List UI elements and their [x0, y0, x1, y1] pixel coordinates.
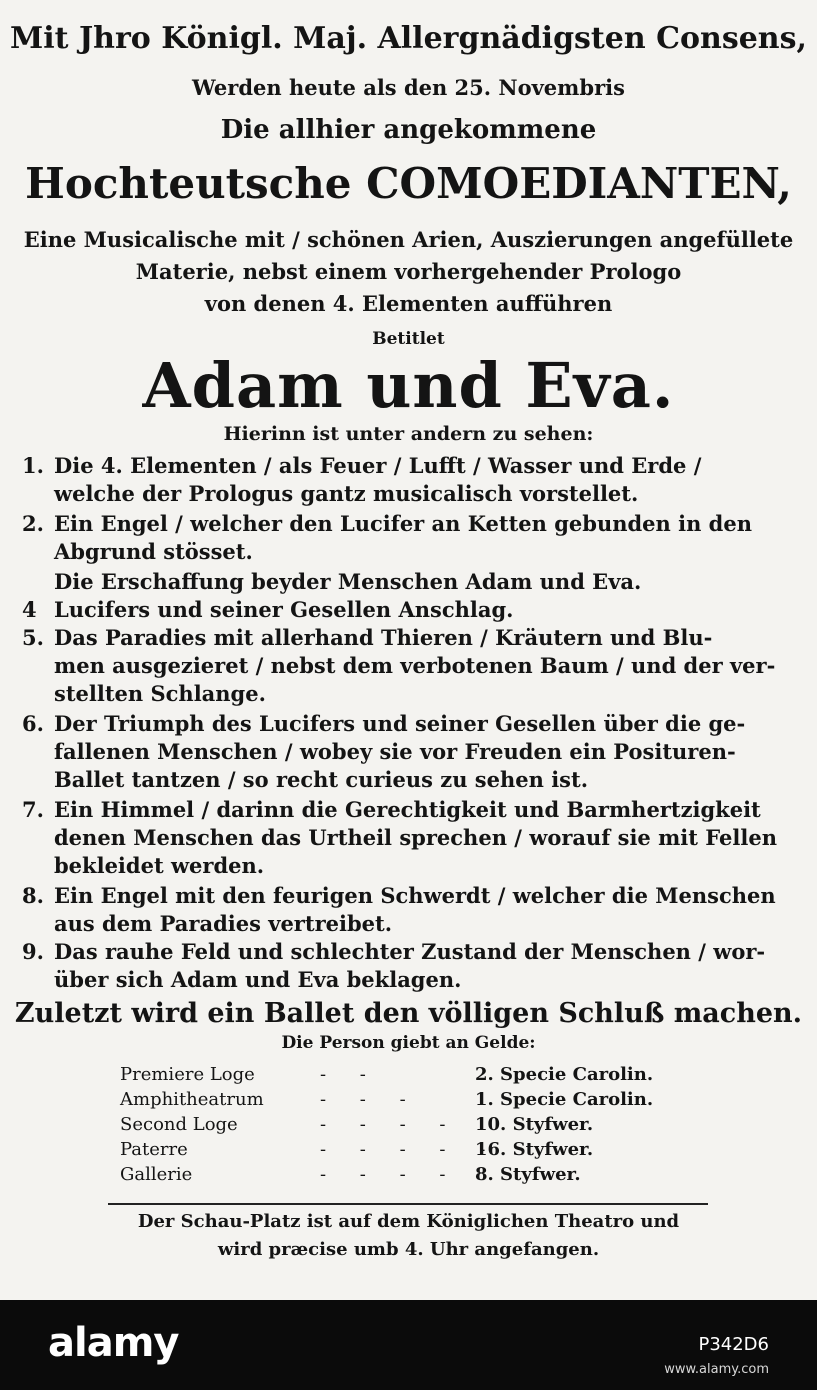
list-item	[22, 596, 792, 624]
price-dashes: - - - -	[320, 1164, 460, 1185]
header-consent-line: Mit Jhro Königl. Maj. Allergnädigsten Consens,	[10, 21, 807, 56]
price-dashes: - - -	[320, 1089, 420, 1110]
price-amount: 16. Styfwer.	[475, 1139, 594, 1160]
intro-line: Hierinn ist unter andern zu sehen:	[223, 423, 594, 445]
item-number: 7.	[22, 797, 44, 822]
price-amount: 10. Styfwer.	[475, 1114, 594, 1135]
price-label: Amphitheatrum	[120, 1089, 264, 1110]
price-amount: 2. Specie Carolin.	[475, 1064, 654, 1085]
alamy-logo: alamy	[48, 1320, 179, 1366]
item-number: 6.	[22, 711, 44, 736]
price-label: Second Loge	[120, 1114, 238, 1135]
item-text: Das Paradies mit allerhand Thieren / Kräutern und Blu-	[54, 625, 713, 650]
list-item: Die Erschaffung beyder Menschen Adam und Eva.	[54, 569, 642, 594]
price-header: Die Person giebt an Gelde:	[281, 1033, 536, 1053]
stock-site-url: www.alamy.com	[664, 1362, 769, 1377]
item-continuation: bekleidet werden.	[54, 853, 265, 878]
item-number: 4	[22, 597, 37, 622]
arrived-line: Die allhier angekommene	[220, 115, 597, 145]
date-line: Werden heute als den 25. Novembris	[192, 75, 625, 100]
item-continuation: stellten Schlange.	[54, 681, 266, 706]
footer-line-2: wird præcise umb 4. Uhr angefangen.	[217, 1239, 600, 1260]
list-item	[22, 510, 792, 538]
divider-rule	[108, 1203, 708, 1205]
betitlet-label: Betitlet	[372, 329, 445, 349]
price-label: Premiere Loge	[120, 1064, 255, 1085]
description-line-3: von denen 4. Elementen aufführen	[204, 291, 613, 316]
price-amount: 1. Specie Carolin.	[475, 1089, 654, 1110]
list-item	[22, 938, 792, 966]
list-item	[22, 796, 792, 824]
item-continuation: aus dem Paradies vertreibet.	[54, 911, 393, 936]
list-item	[22, 882, 792, 910]
description-line-1: Eine Musicalische mit / schönen Arien, Auszierungen angefüllete	[23, 227, 794, 252]
item-number: 5.	[22, 625, 44, 650]
price-row	[120, 1064, 720, 1088]
item-continuation: denen Menschen das Urtheil sprechen / worauf sie mit Fellen	[54, 825, 778, 850]
price-label: Gallerie	[120, 1164, 193, 1185]
item-number: 1.	[22, 453, 44, 478]
item-text: Der Triumph des Lucifers und seiner Gesellen über die ge-	[54, 711, 746, 736]
price-dashes: - -	[320, 1064, 380, 1085]
item-continuation: welche der Prologus gantz musicalisch vorstellet.	[54, 481, 639, 506]
item-text: Ein Engel mit den feurigen Schwerdt / welcher die Menschen	[54, 883, 776, 908]
price-row	[120, 1089, 720, 1113]
description-line-2: Materie, nebst einem vorhergehender Prologo	[135, 259, 682, 284]
item-continuation: Abgrund stösset.	[54, 539, 253, 564]
stock-image-id: P342D6	[698, 1334, 769, 1355]
price-dashes: - - - -	[320, 1114, 460, 1135]
item-number: 9.	[22, 939, 44, 964]
price-amount: 8. Styfwer.	[475, 1164, 581, 1185]
finale-line: Zuletzt wird ein Ballet den völligen Schluß machen.	[14, 998, 803, 1029]
price-label: Paterre	[120, 1139, 188, 1160]
item-continuation: fallenen Menschen / wobey sie vor Freuden ein Posituren-	[54, 739, 736, 764]
list-item	[22, 624, 792, 652]
item-number: 2.	[22, 511, 44, 536]
item-continuation: Ballet tantzen / so recht curieus zu sehen ist.	[54, 767, 589, 792]
item-continuation: über sich Adam und Eva beklagen.	[54, 967, 462, 992]
item-text: Lucifers und seiner Gesellen Anschlag.	[54, 597, 514, 622]
company-name: Hochteutsche COMOEDIANTEN,	[25, 159, 792, 208]
item-text: Ein Engel / welcher den Lucifer an Ketten gebunden in den	[54, 511, 752, 536]
item-number: 8.	[22, 883, 44, 908]
price-row	[120, 1114, 720, 1138]
price-row	[120, 1164, 720, 1188]
item-continuation: men ausgezieret / nebst dem verbotenen Baum / und der ver-	[54, 653, 776, 678]
item-text: Die 4. Elementen / als Feuer / Lufft / Wasser und Erde /	[54, 453, 702, 478]
price-row	[120, 1139, 720, 1163]
list-item	[22, 452, 792, 480]
footer-line-1: Der Schau-Platz ist auf dem Königlichen Theatro und	[137, 1211, 680, 1232]
main-title: Adam und Eva.	[142, 349, 675, 422]
price-dashes: - - - - -	[320, 1139, 500, 1160]
list-item	[22, 710, 792, 738]
item-text: Das rauhe Feld und schlechter Zustand der Menschen / wor-	[54, 939, 766, 964]
item-text: Ein Himmel / darinn die Gerechtigkeit und Barmhertzigkeit	[54, 797, 761, 822]
